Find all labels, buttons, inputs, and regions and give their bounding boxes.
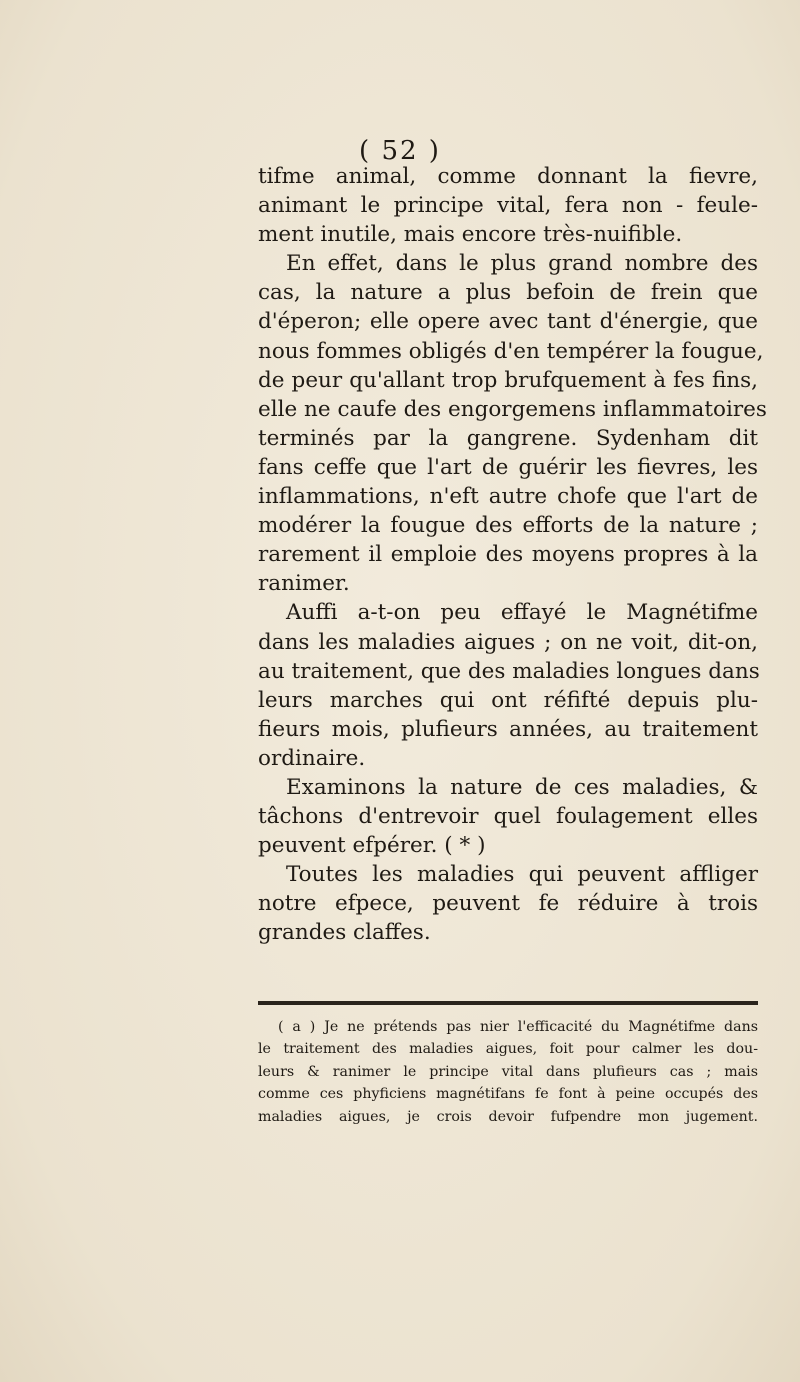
body-line: tifme animal, comme donnant la fievre, [258, 164, 758, 189]
body-line: nous fommes obligés d'en tempérer la fougue, [258, 338, 764, 364]
body-line: d'éperon; elle opere avec tant d'énergie, que [258, 309, 758, 335]
body-line: ordinaire. [258, 745, 366, 771]
body-line: Toutes les maladies qui peuvent affliger [286, 862, 758, 888]
body-line: leurs marches qui ont réfifté depuis plu- [258, 687, 758, 713]
body-line: modérer la fougue des efforts de la nature ; [258, 513, 758, 539]
body-line: notre efpece, peuvent fe réduire à trois [258, 891, 758, 917]
body-line: dans les maladies aigues ; on ne voit, dit-on, [258, 629, 758, 655]
page-number: ( 52 ) [359, 136, 441, 166]
footnote-line: maladies aigues, je crois devoir fufpendre mon jugement. [258, 1108, 758, 1125]
body-line: elle ne caufe des engorgemens inflammatoires [258, 396, 767, 422]
body-line: terminés par la gangrene. Sydenham dit [258, 425, 758, 451]
body-line: ment inutile, mais encore très-nuifible. [258, 222, 683, 248]
body-line: ranimer. [258, 571, 350, 597]
body-text [258, 162, 767, 948]
footnote [258, 1016, 758, 1128]
body-line: rarement il emploie des moyens propres à la [258, 542, 758, 568]
body-line: tâchons d'entrevoir quel foulagement elles [258, 804, 758, 830]
body-line: grandes claffes. [258, 920, 431, 946]
body-line: fans ceffe que l'art de guérir les fievres, les [258, 454, 758, 480]
footnote-line: le traitement des maladies aigues, foit pour calmer les dou- [258, 1041, 758, 1058]
body-line: fieurs mois, plufieurs années, au traitement [258, 716, 758, 742]
body-line: Auffi a-t-on peu effayé le Magnétifme [286, 600, 758, 626]
footnote-line: leurs & ranimer le principe vital dans plufieurs cas ; mais [258, 1063, 758, 1080]
body-line: au traitement, que des maladies longues dans [258, 658, 760, 684]
body-line: inflammations, n'eft autre chofe que l'art de [258, 484, 758, 510]
body-line: peuvent efpérer. ( * ) [258, 833, 486, 859]
body-line: animant le principe vital, fera non - feule- [258, 193, 758, 219]
footnote-line: comme ces phyficiens magnétifans fe font à peine occupés des [258, 1086, 758, 1103]
footnote-rule [258, 1001, 758, 1005]
body-line: de peur qu'allant trop brufquement à fes fins, [258, 367, 758, 393]
body-line: Examinons la nature de ces maladies, & [286, 774, 758, 800]
footnote-line: ( a ) Je ne prétends pas nier l'efficacité du Magnétifme dans [278, 1019, 758, 1035]
body-line: cas, la nature a plus befoin de frein que [258, 280, 758, 306]
body-line: En effet, dans le plus grand nombre des [286, 251, 758, 277]
